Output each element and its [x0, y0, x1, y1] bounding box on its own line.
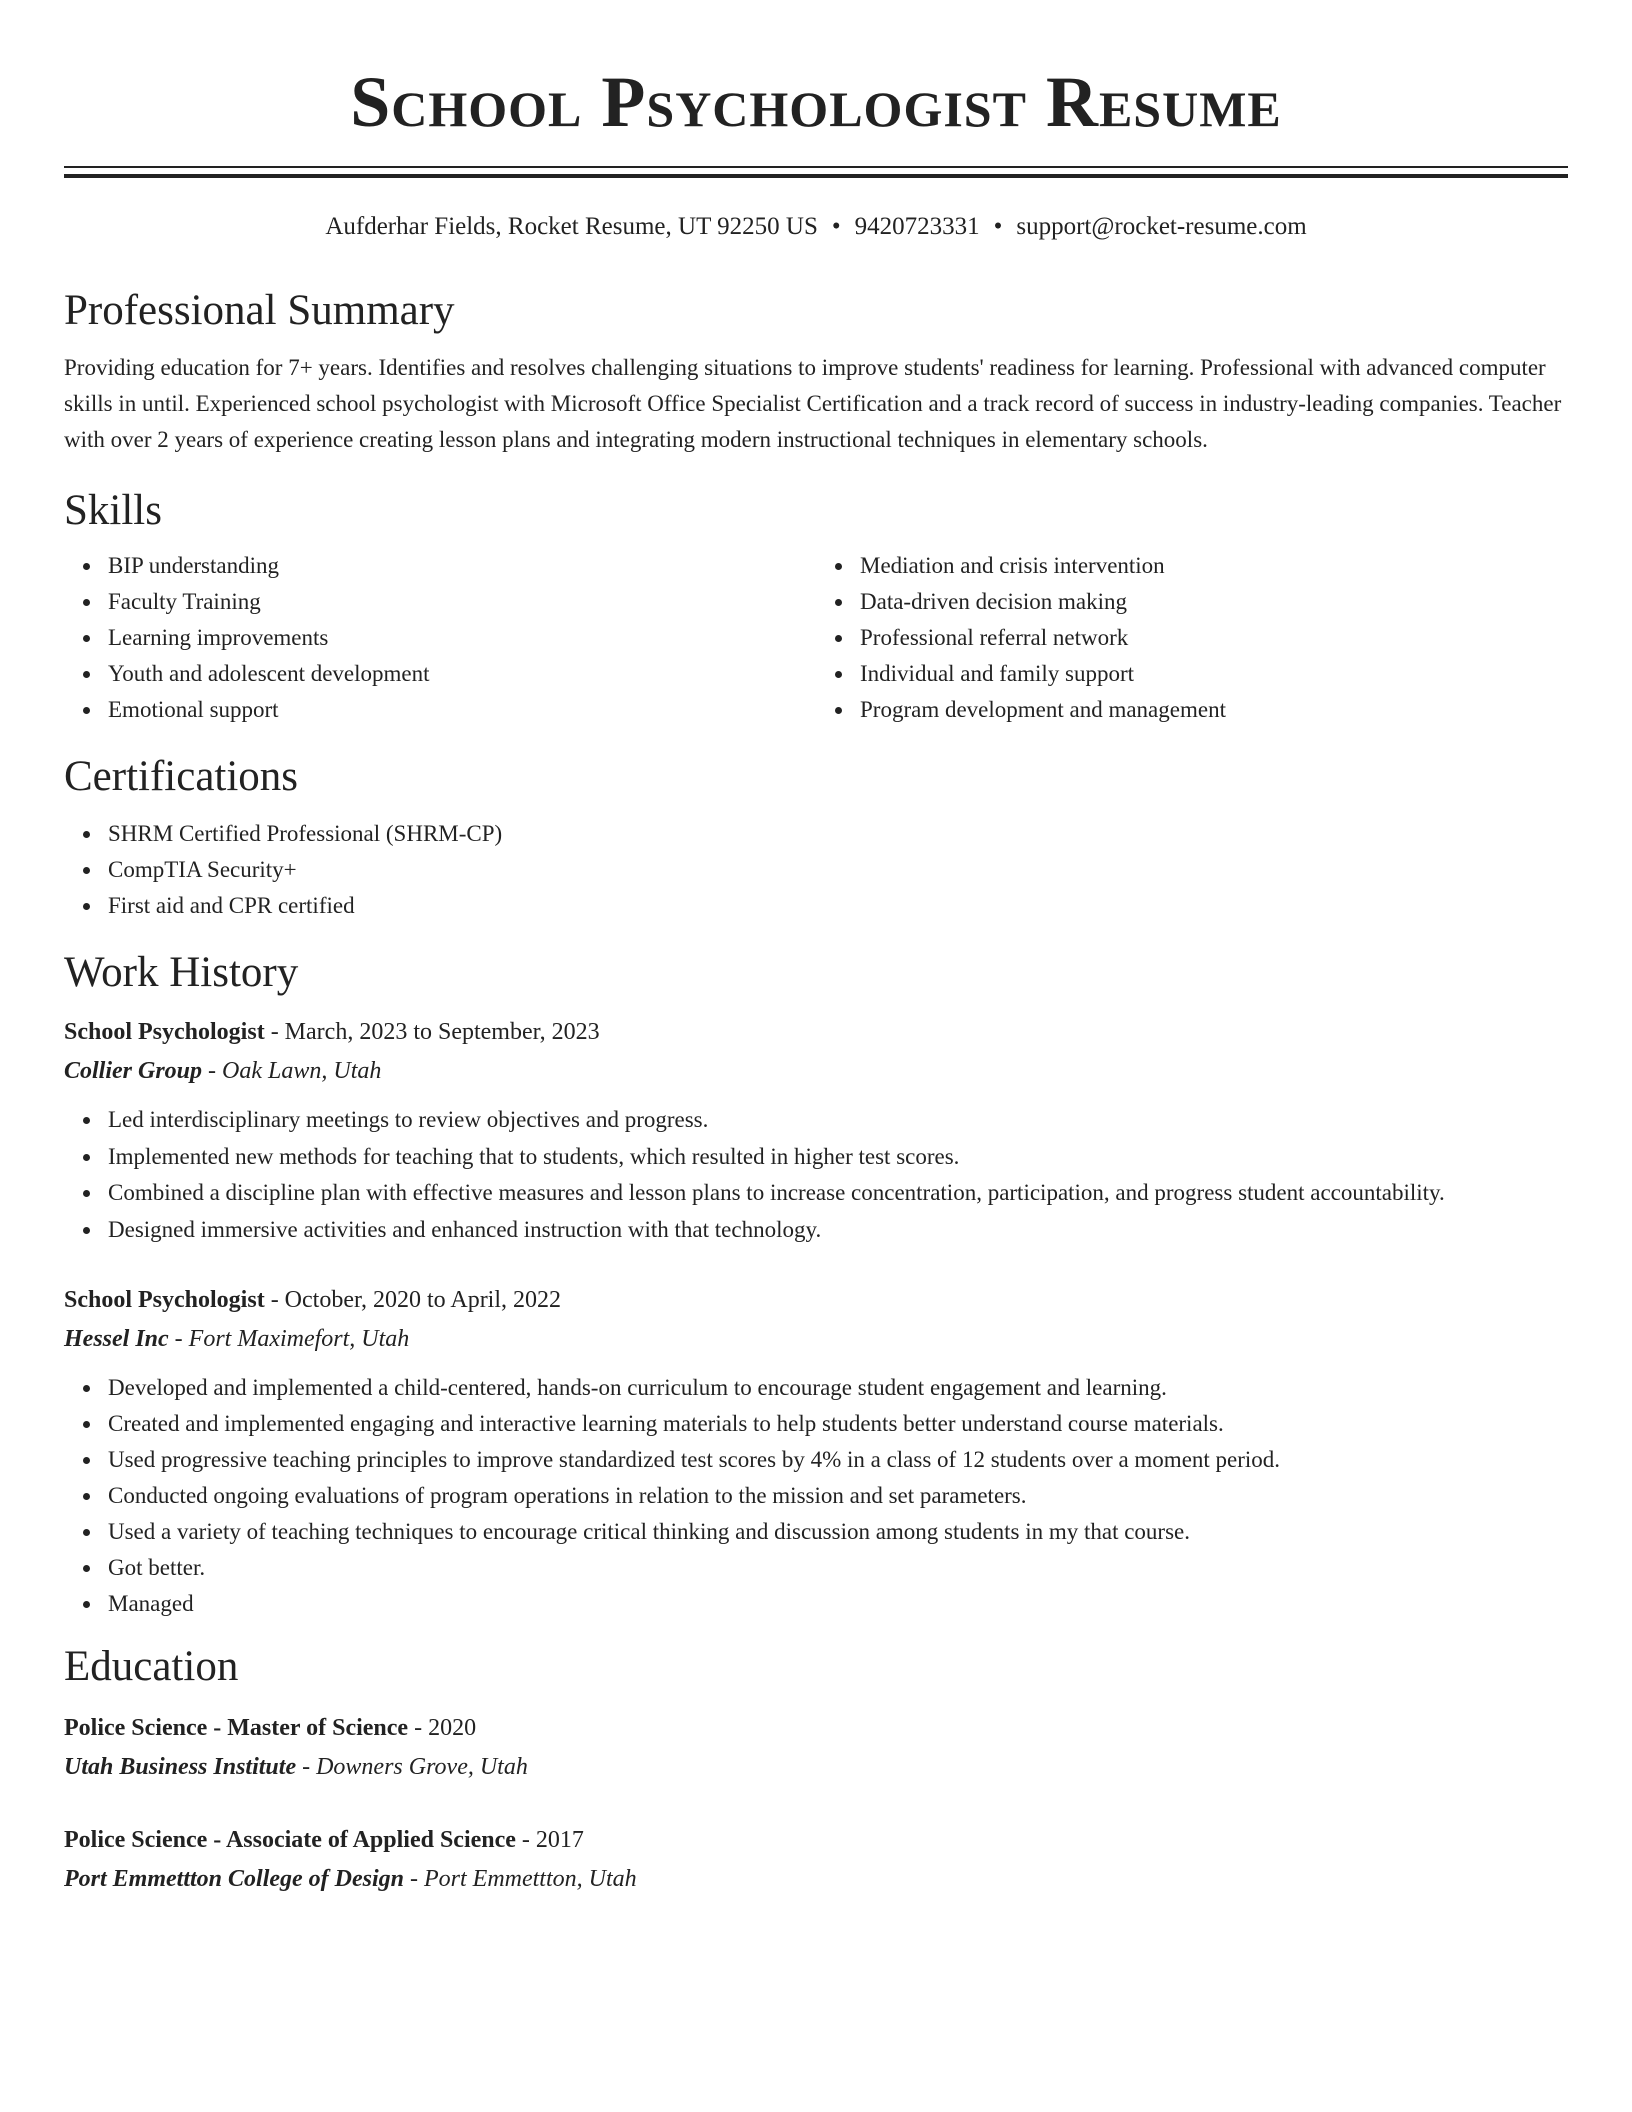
job-bullet: Developed and implemented a child-centered, hands-on curriculum to encourage student engagement and learning. — [108, 1370, 1568, 1406]
education-location: - Port Emmettton, Utah — [404, 1866, 637, 1892]
job-company-line — [64, 1052, 1568, 1090]
job-bullet: Conducted ongoing evaluations of program operations in relation to the mission and set parameters. — [108, 1478, 1568, 1514]
job-title-line — [64, 1012, 1568, 1052]
contact-phone: 9420723331 — [854, 213, 980, 240]
job-bullets — [64, 1102, 1568, 1248]
skills-columns — [64, 548, 1568, 728]
job-bullet: Designed immersive activities and enhanced instruction with that technology. — [108, 1212, 1568, 1249]
job-bullet: Implemented new methods for teaching that to students, which resulted in higher test scores. — [108, 1139, 1568, 1176]
education-school: Port Emmettton College of Design — [64, 1866, 404, 1892]
job-bullet: Managed — [108, 1586, 1568, 1622]
education-school: Utah Business Institute — [64, 1754, 297, 1780]
job-bullet: Led interdisciplinary meetings to review objectives and progress. — [108, 1102, 1568, 1139]
skill-item: Individual and family support — [860, 656, 1568, 692]
job-dates: - March, 2023 to September, 2023 — [264, 1019, 600, 1045]
job-entry — [64, 1012, 1568, 1248]
skill-item: Data-driven decision making — [860, 584, 1568, 620]
skills-heading: Skills — [64, 487, 162, 534]
skills-list-left — [64, 548, 816, 728]
contact-email: support@rocket-resume.com — [1016, 213, 1307, 240]
education-degree-line — [64, 1820, 1568, 1860]
job-company-line — [64, 1320, 1568, 1358]
job-bullet: Used a variety of teaching techniques to encourage critical thinking and discussion among students in my that course. — [108, 1514, 1568, 1550]
job-company: Collier Group — [64, 1058, 203, 1084]
job-bullet: Got better. — [108, 1550, 1568, 1586]
education-entry — [64, 1708, 1568, 1786]
contact-separator: • — [831, 213, 841, 240]
job-location: - Oak Lawn, Utah — [202, 1058, 382, 1084]
education-location: - Downers Grove, Utah — [296, 1754, 528, 1780]
certifications-heading: Certifications — [64, 753, 299, 800]
education-school-line — [64, 1748, 1568, 1786]
job-title: School Psychologist — [64, 1019, 265, 1045]
work-history-heading: Work History — [64, 949, 299, 996]
contact-line — [64, 212, 1568, 242]
education-school-line — [64, 1860, 1568, 1898]
skill-item: Program development and management — [860, 692, 1568, 728]
education-heading: Education — [64, 1643, 239, 1690]
skill-item: BIP understanding — [108, 548, 816, 584]
skills-list-right — [816, 548, 1568, 728]
education-degree: Police Science - Master of Science — [64, 1715, 409, 1741]
job-bullet: Created and implemented engaging and interactive learning materials to help students better understand course materials. — [108, 1406, 1568, 1442]
job-location: - Fort Maximefort, Utah — [168, 1326, 410, 1352]
education-year: - 2017 — [515, 1827, 584, 1853]
job-bullets — [64, 1370, 1568, 1622]
skill-item: Mediation and crisis intervention — [860, 548, 1568, 584]
job-dates: - October, 2020 to April, 2022 — [264, 1287, 562, 1313]
skill-item: Faculty Training — [108, 584, 816, 620]
job-bullet: Used progressive teaching principles to improve standardized test scores by 4% in a class of 12 students over a moment period. — [108, 1442, 1568, 1478]
resume-title: School Psychologist Resume — [350, 62, 1282, 142]
certification-item: First aid and CPR certified — [108, 888, 1568, 924]
title-divider — [64, 166, 1568, 178]
summary-text: Providing education for 7+ years. Identifies and resolves challenging situations to improve students' readiness for learning. Professional with advanced computer skills in until. Experienced school psychologist with Microsoft Office Specialist Certification and a track record of success in industry-leading companies. Teacher with over 2 years of experience creating lesson plans and integrating modern instructional techniques in elementary schools. — [64, 355, 1562, 452]
job-entry — [64, 1280, 1568, 1622]
skill-item: Emotional support — [108, 692, 816, 728]
certification-item: SHRM Certified Professional (SHRM-CP) — [108, 816, 1568, 852]
resume-page — [64, 0, 1568, 1898]
job-company: Hessel Inc — [64, 1326, 169, 1352]
job-title: School Psychologist — [64, 1287, 265, 1313]
certifications-list — [64, 816, 1568, 924]
certification-item: CompTIA Security+ — [108, 852, 1568, 888]
skill-item: Professional referral network — [860, 620, 1568, 656]
skill-item: Youth and adolescent development — [108, 656, 816, 692]
education-entry — [64, 1820, 1568, 1898]
job-title-line — [64, 1280, 1568, 1320]
education-degree: Police Science - Associate of Applied Science — [64, 1827, 516, 1853]
education-degree-line — [64, 1708, 1568, 1748]
skill-item: Learning improvements — [108, 620, 816, 656]
contact-separator: • — [993, 213, 1003, 240]
education-year: - 2020 — [408, 1715, 477, 1741]
summary-heading: Professional Summary — [64, 287, 455, 334]
contact-address: Aufderhar Fields, Rocket Resume, UT 92250 US — [325, 213, 818, 240]
job-bullet: Combined a discipline plan with effective measures and lesson plans to increase concentration, participation, and progress student accountability. — [108, 1175, 1568, 1212]
